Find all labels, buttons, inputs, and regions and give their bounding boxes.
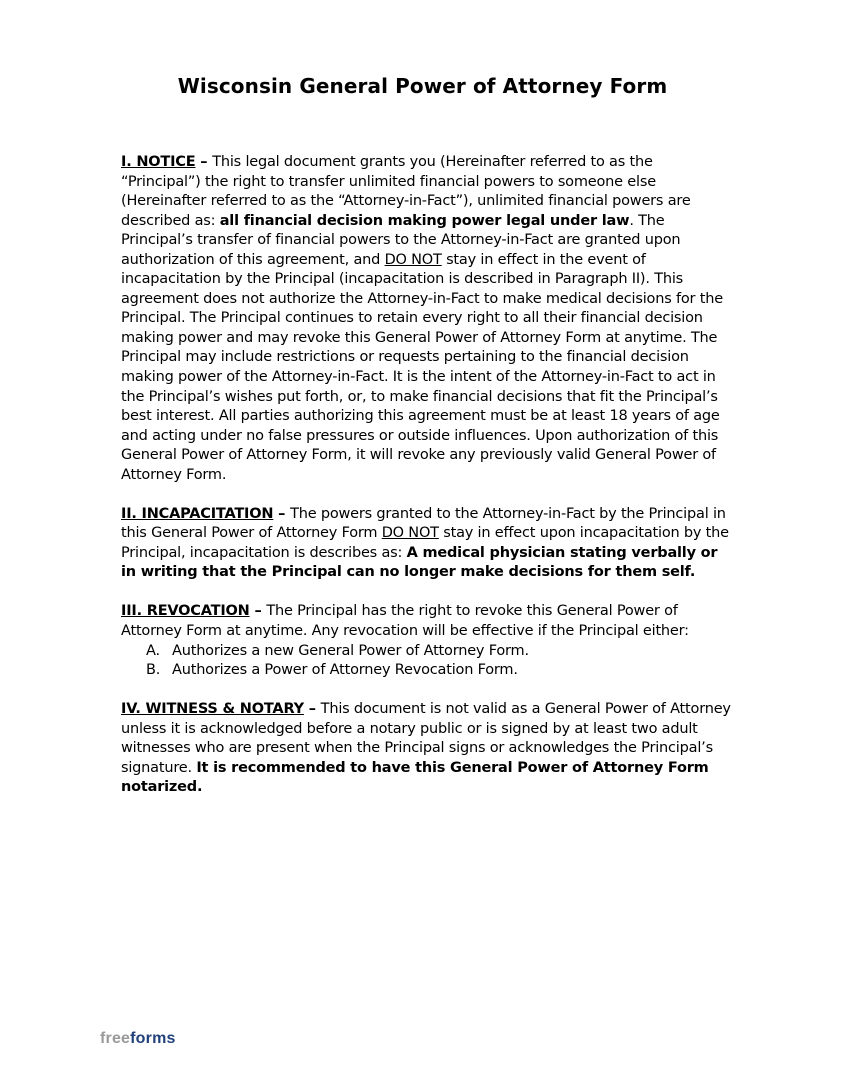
section-heading-notice: I. NOTICE xyxy=(121,154,196,170)
brand-part-forms: forms xyxy=(130,1030,176,1047)
freeforms-logo xyxy=(100,1030,176,1048)
incapacitation-text-1: The powers granted to the Attorney-in-Fact by the Principal in this General Power of Attorney Form xyxy=(121,505,726,542)
section-notice xyxy=(121,153,731,485)
notice-underline-do-not: DO NOT xyxy=(384,251,442,268)
list-item xyxy=(121,661,731,681)
incapacitation-bold-1: A medical physician stating verbally or in writing that the Principal can no longer make decisions for them self. xyxy=(121,544,718,581)
list-item-text: Authorizes a Power of Attorney Revocation Form. xyxy=(172,662,518,679)
heading-dash: – xyxy=(249,603,267,620)
list-marker: A. xyxy=(146,642,160,659)
notice-bold-1: all financial decision making power legal under law xyxy=(219,212,630,229)
list-item-text: Authorizes a new General Power of Attorney Form. xyxy=(172,642,529,659)
list-marker: B. xyxy=(146,662,161,679)
revocation-text-1: The Principal has the right to revoke this General Power of Attorney Form at anytime. Any revocation will be effective if the Principal either: xyxy=(121,603,689,640)
list-item xyxy=(121,642,731,662)
section-witness-notary xyxy=(121,700,731,798)
heading-dash: – xyxy=(195,154,213,170)
witness-bold-1: It is recommended to have this General Power of Attorney Form notarized. xyxy=(121,759,709,796)
notice-text-3: stay in effect in the event of incapacitation by the Principal (incapacitation is described in Paragraph II). This agreement does not authorize the Attorney-in-Fact to make medical decisions for the Principal. The Principal continues to retain every right to all their financial decision making power and may revoke this General Power of Attorney Form at anytime. The Principal may include restrictions or requests pertaining to the financial decision making power of the Attorney-in-Fact. It is the intent of the Attorney-in-Fact to act in the Principal’s wishes put forth, or, to make financial decisions that fit the Principal’s best interest. All parties authorizing this agreement must be at least 18 years of age and acting under no false pressures or outside influences. Upon authorization of this General Power of Attorney Form, it will revoke any previously valid General Power of Attorney Form. xyxy=(121,251,723,483)
revocation-list xyxy=(121,642,731,681)
heading-dash: – xyxy=(273,505,291,522)
notice-text-1: This legal document grants you (Hereinafter referred to as the “Principal”) the right to transfer unlimited financial powers to someone else (Hereinafter referred to as the “Attorney-in-Fact”), unlimited financial powers are described as: xyxy=(121,154,691,229)
section-incapacitation xyxy=(121,505,731,583)
section-revocation xyxy=(121,602,731,680)
incapacitation-text-2: stay in effect upon incapacitation by the Principal, incapacitation is describes as: xyxy=(121,525,729,561)
heading-dash: – xyxy=(303,701,321,718)
document-body xyxy=(121,153,731,817)
section-heading-revocation: III. REVOCATION xyxy=(121,603,250,620)
section-heading-witness-notary: IV. WITNESS & NOTARY xyxy=(121,701,304,718)
notice-text-2: . The Principal’s transfer of financial powers to the Attorney-in-Fact are granted upon authorization of this agreement, and xyxy=(121,212,681,268)
page-title: Wisconsin General Power of Attorney Form xyxy=(177,74,668,98)
witness-text-1: This document is not valid as a General Power of Attorney unless it is acknowledged before a notary public or is signed by at least two adult witnesses who are present when the Principal signs or acknowledges the Principal’s signature. xyxy=(121,701,731,776)
revocation-paragraph xyxy=(121,602,731,641)
incapacitation-underline-do-not: DO NOT xyxy=(381,525,439,542)
brand-part-free: free xyxy=(100,1030,131,1047)
section-heading-incapacitation: II. INCAPACITATION xyxy=(121,505,274,522)
